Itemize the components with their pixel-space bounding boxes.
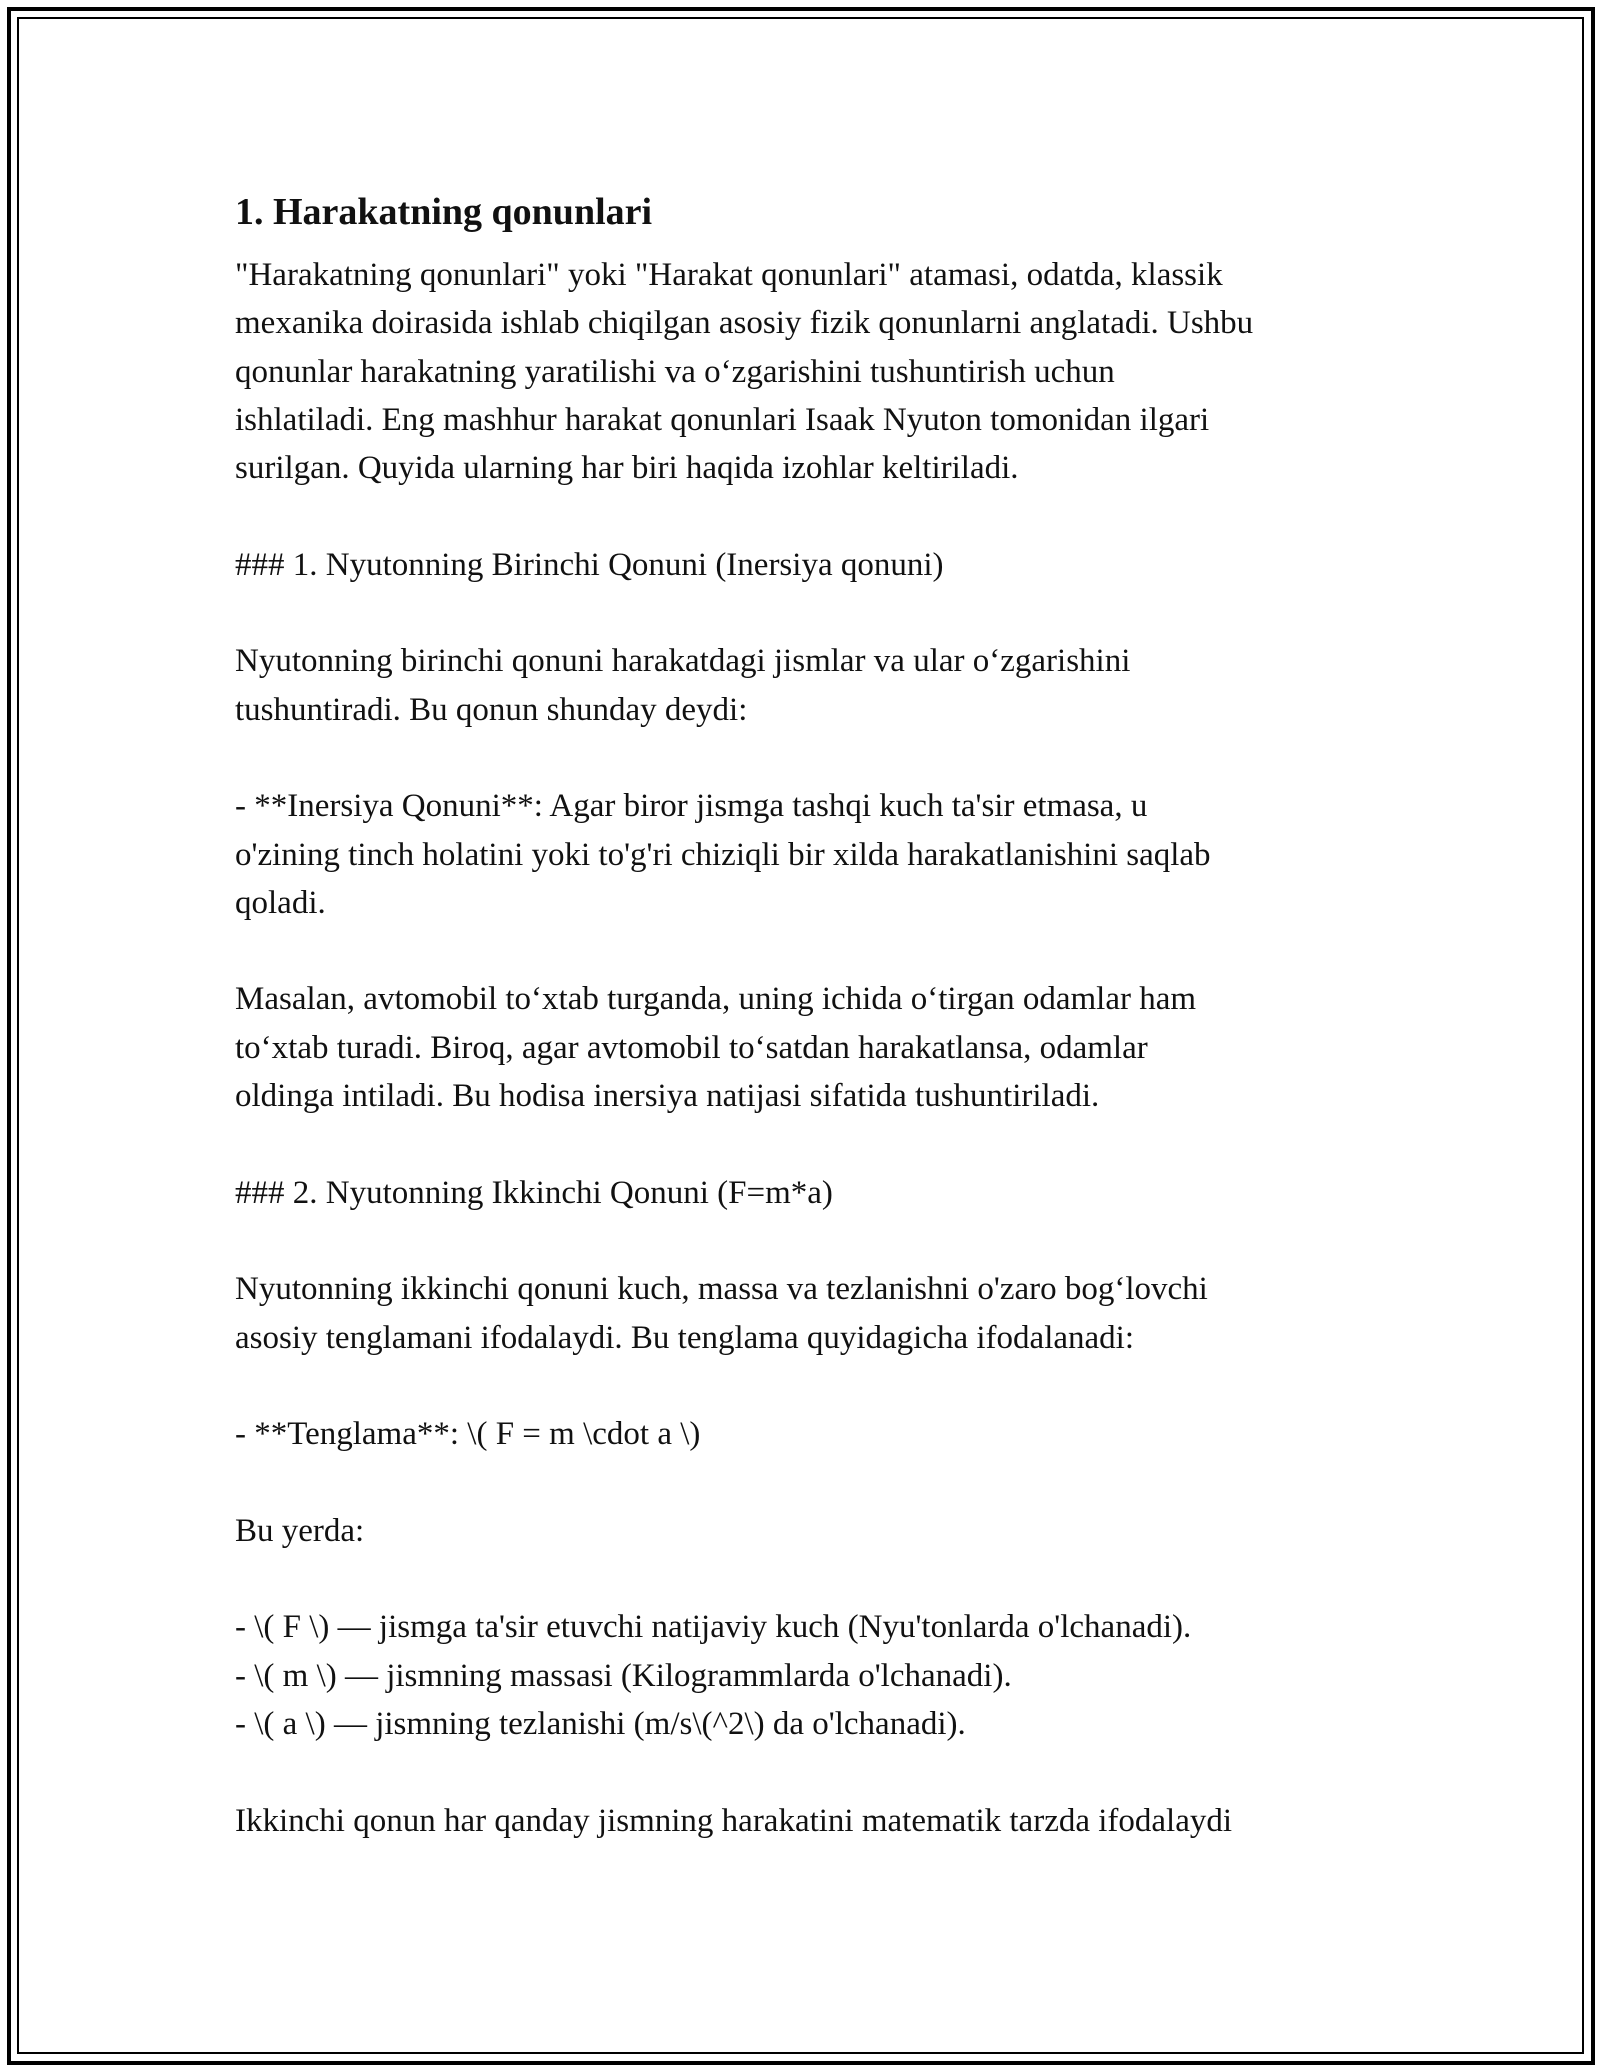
section-heading-second-law: ### 2. Nyutonning Ikkinchi Qonuni (F=m*a) xyxy=(235,1174,833,1211)
first-law-line-1: Nyutonning birinchi qonuni harakatdagi jismlar va ular oʻzgarishini xyxy=(235,643,1131,680)
section-heading-first-law: ### 1. Nyutonning Birinchi Qonuni (Inersiya qonuni) xyxy=(235,546,944,583)
document-title: 1. Harakatning qonunlari xyxy=(235,191,653,233)
intro-line-4: ishlatiladi. Eng mashhur harakat qonunlari Isaak Nyuton tomonidan ilgari xyxy=(235,401,1210,438)
paragraph-gap xyxy=(235,492,1385,540)
closing-line: Ikkinchi qonun har qanday jismning harakatini matematik tarzda ifodalaydi xyxy=(235,1802,1233,1839)
example-line-1: Masalan, avtomobil toʻxtab turganda, uning ichida oʻtirgan odamlar ham xyxy=(235,981,1197,1018)
paragraph-gap xyxy=(235,734,1385,782)
inertia-bullet-line-1: - **Inersiya Qonuni**: Agar biror jismga tashqi kuch ta'sir etmasa, u xyxy=(235,788,1148,825)
paragraph-gap xyxy=(235,1458,1385,1506)
intro-line-3: qonunlar harakatning yaratilishi va oʻzgarishini tushuntirish uchun xyxy=(235,353,1115,390)
second-law-line-1: Nyutonning ikkinchi qonuni kuch, massa va tezlanishni o'zaro bogʻlovchi xyxy=(235,1271,1208,1308)
first-law-line-2: tushuntiradi. Bu qonun shunday deydi: xyxy=(235,691,748,728)
document-body xyxy=(235,186,1385,1845)
paragraph-gap xyxy=(235,1217,1385,1265)
variable-acceleration-item: - \( a \) — jismning tezlanishi (m/s\(^2\) da o'lchanadi). xyxy=(235,1705,966,1742)
paragraph-gap xyxy=(235,1748,1385,1796)
intro-line-1: "Harakatning qonunlari" yoki "Harakat qonunlari" atamasi, odatda, klassik xyxy=(235,257,1223,293)
paragraph-gap xyxy=(235,1555,1385,1603)
second-law-line-2: asosiy tenglamani ifodalaydi. Bu tenglama quyidagicha ifodalanadi: xyxy=(235,1319,1134,1356)
intro-line-2: mexanika doirasida ishlab chiqilgan asosiy fizik qonunlarni anglatadi. Ushbu xyxy=(235,305,1254,342)
inertia-bullet-line-3: qoladi. xyxy=(235,884,326,921)
paragraph-gap xyxy=(235,1120,1385,1168)
example-line-2: toʻxtab turadi. Biroq, agar avtomobil toʻsatdan harakatlansa, odamlar xyxy=(235,1029,1148,1066)
equation-bullet: - **Tenglama**: \( F = m \cdot a \) xyxy=(235,1416,701,1453)
where-label: Bu yerda: xyxy=(235,1512,365,1549)
variable-force-item: - \( F \) — jismga ta'sir etuvchi natijaviy kuch (Nyu'tonlarda o'lchanadi). xyxy=(235,1609,1192,1646)
inertia-bullet-line-2: o'zining tinch holatini yoki to'g'ri chiziqli bir xilda harakatlanishini saqlab xyxy=(235,836,1211,873)
paragraph-gap xyxy=(235,1362,1385,1410)
variable-mass-item: - \( m \) — jismning massasi (Kilogrammlarda o'lchanadi). xyxy=(235,1657,1012,1694)
paragraph-gap xyxy=(235,927,1385,975)
intro-line-5: surilgan. Quyida ularning har biri haqida izohlar keltiriladi. xyxy=(235,450,1019,487)
example-line-3: oldinga intiladi. Bu hodisa inersiya natijasi sifatida tushuntiriladi. xyxy=(235,1078,1100,1115)
paragraph-gap xyxy=(235,589,1385,637)
